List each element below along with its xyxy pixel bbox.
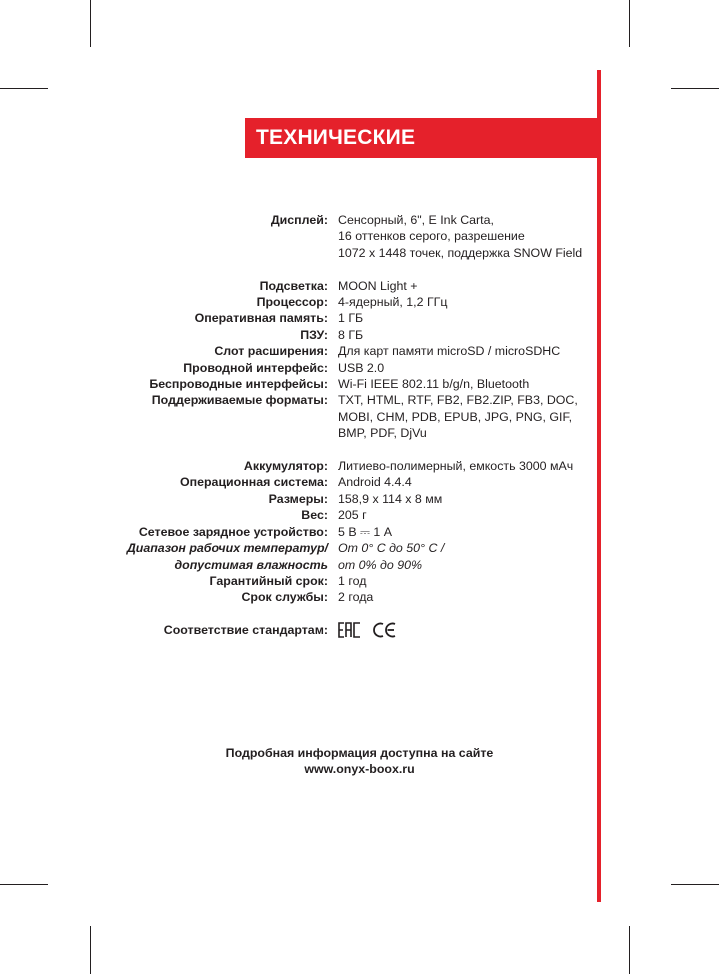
crop-mark (0, 884, 48, 885)
spec-label: Сетевое зарядное устройство: (138, 524, 328, 539)
spec-value: 158,9 x 114 x 8 мм (338, 491, 443, 506)
spec-value: Для карт памяти microSD / microSDHC (338, 344, 561, 359)
crop-mark (629, 926, 630, 974)
spec-label: Аккумулятор: (243, 459, 328, 474)
accent-line (597, 70, 601, 902)
spec-row (120, 622, 590, 638)
page-title: ТЕХНИЧЕСКИЕ ХАРАКТЕРИСТИКИ (245, 118, 599, 158)
spec-row (120, 458, 590, 474)
spec-row (120, 212, 590, 261)
spec-value: Wi-Fi IEEE 802.11 b/g/n, Bluetooth (338, 377, 530, 392)
spec-value: 205 г (338, 508, 367, 523)
spec-value: Android 4.4.4 (338, 475, 412, 490)
footer (0, 745, 719, 777)
spec-label: Проводной интерфейс: (183, 360, 328, 375)
spec-value: от 0% до 90% (338, 557, 422, 572)
spec-label: Оперативная память: (194, 311, 328, 326)
spec-label: Операционная система: (179, 475, 328, 490)
spec-label: Размеры: (268, 491, 328, 506)
spec-label: Поддерживаемые форматы: (151, 393, 328, 408)
spec-label: Соответствие стандартам: (163, 623, 328, 638)
crop-mark (90, 0, 91, 47)
eac-mark-icon (338, 622, 362, 638)
crop-mark (0, 88, 48, 89)
spec-value: 8 ГБ (338, 327, 364, 342)
spec-label: Дисплей: (270, 213, 328, 227)
spec-label: Диапазон рабочих температур/ (126, 541, 328, 556)
spec-row (120, 376, 590, 392)
spec-label: Гарантийный срок: (209, 573, 328, 588)
spec-label: допустимая влажность (174, 557, 328, 572)
crop-mark (671, 884, 719, 885)
spec-row (120, 524, 590, 540)
crop-mark (90, 926, 91, 974)
spec-row (120, 343, 590, 359)
spec-row (120, 540, 590, 556)
spec-row (120, 360, 590, 376)
spec-value: 2 года (338, 590, 374, 605)
spec-label: Срок службы: (241, 590, 328, 605)
spec-value: USB 2.0 (338, 360, 385, 375)
crop-mark (629, 0, 630, 47)
spec-label: Подсветка: (259, 278, 328, 293)
spec-value: От 0° C до 50° C / (338, 541, 445, 556)
spec-row (120, 474, 590, 490)
spec-value: 1 ГБ (338, 311, 364, 326)
spec-value: 4-ядерный, 1,2 ГГц (338, 295, 448, 310)
spec-row (120, 589, 590, 605)
spec-value: TXT, HTML, RTF, FB2, FB2.ZIP, FB3, DOC, MOBI, CHM, PDB, EPUB, JPG, PNG, GIF, BMP, PDF, DjVu (338, 393, 578, 441)
spec-row (120, 327, 590, 343)
footer-line: Подробная информация доступна на сайте (225, 746, 494, 760)
spec-row (120, 491, 590, 507)
spec-row (120, 294, 590, 310)
spec-row (120, 507, 590, 523)
spec-value: Сенсорный, 6", E Ink Carta, 16 оттенков серого, разрешение 1072 x 1448 точек, поддержка SNOW Field (338, 213, 583, 260)
spec-label: Беспроводные интерфейсы: (149, 377, 328, 392)
spec-value: 1 год (338, 573, 367, 588)
spec-label: Процессор: (256, 295, 328, 310)
certification-marks (328, 622, 398, 638)
spec-row (120, 392, 590, 441)
crop-mark (671, 88, 719, 89)
spec-row (120, 310, 590, 326)
ce-mark-icon (372, 622, 398, 638)
website-link[interactable]: www.onyx-boox.ru (304, 762, 415, 776)
spec-label: Слот расширения: (214, 344, 328, 359)
spec-value: 5 В ⎓ 1 А (338, 524, 392, 539)
spec-value: MOON Light + (338, 278, 418, 293)
spec-value: Литиево-полимерный, емкость 3000 мАч (338, 459, 574, 474)
spec-row (120, 557, 590, 573)
spec-row (120, 278, 590, 294)
spec-row (120, 573, 590, 589)
spec-label: Вес: (301, 508, 328, 523)
spec-label: ПЗУ: (300, 327, 328, 342)
spec-list (120, 212, 590, 639)
